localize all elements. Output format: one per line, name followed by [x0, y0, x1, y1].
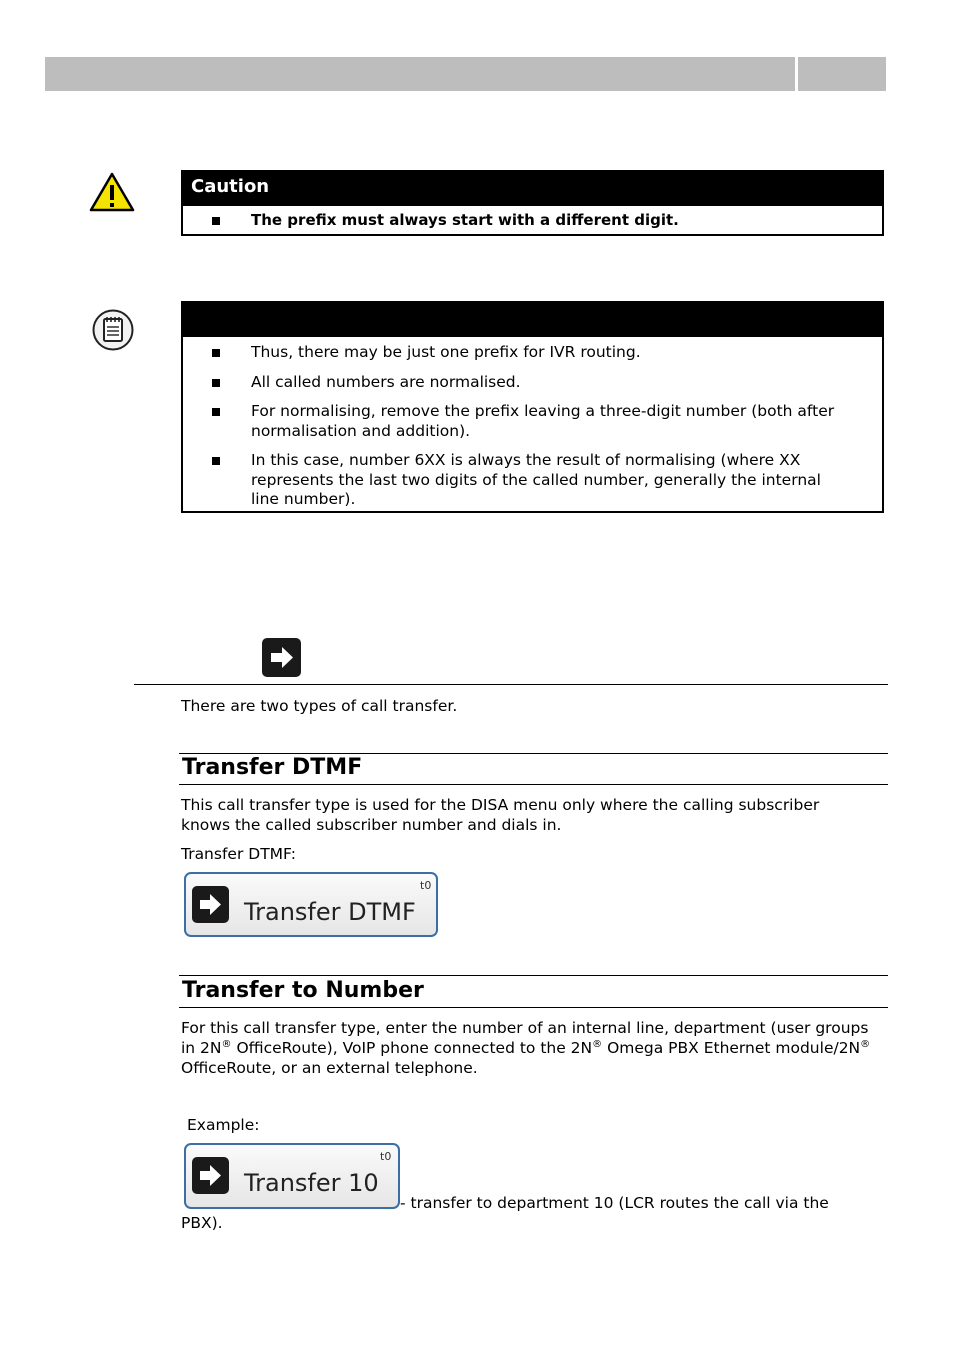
transfer-dtmf-heading: Transfer DTMF — [182, 755, 363, 780]
transfer-number-block-tag: t0 — [380, 1150, 392, 1163]
transfer-number-heading: Transfer to Number — [182, 978, 424, 1003]
caution-list — [183, 206, 882, 239]
transfer-dtmf-block-tag: t0 — [420, 879, 432, 892]
notepad-icon — [91, 308, 135, 352]
warning-triangle-icon — [89, 172, 135, 212]
heading-rule-top — [179, 975, 888, 976]
heading-rule-bottom — [179, 1007, 888, 1008]
heading-rule-top — [179, 753, 888, 754]
note-item: In this case, number 6XX is always the result of normalising (where XX represents the last two digits of the called number, generally the internal line number). — [183, 451, 882, 510]
note-item: For normalising, remove the prefix leaving a three-digit number (both after normalisation and addition). — [183, 402, 882, 441]
arrow-right-icon — [192, 886, 229, 923]
header-page-box — [798, 57, 886, 91]
registered-mark: ® — [860, 1038, 871, 1050]
transfer-number-description — [181, 1018, 881, 1078]
intro-text: There are two types of call transfer. — [181, 697, 458, 715]
example-label: Example: — [187, 1116, 260, 1134]
transfer-dtmf-description: This call transfer type is used for the DISA menu only where the calling subscriber knows the called subscriber number and dials in. — [181, 796, 820, 834]
transfer-number-example-text: - transfer to department 10 (LCR routes the call via the PBX). — [181, 1194, 829, 1232]
transfer-number-block-label: Transfer 10 — [244, 1169, 379, 1197]
registered-mark: ® — [221, 1038, 232, 1050]
section-divider — [134, 684, 888, 685]
note-title — [183, 303, 882, 337]
description-text: OfficeRoute, or an external telephone. — [181, 1059, 478, 1077]
note-box — [181, 301, 884, 513]
transfer-dtmf-block-image — [184, 872, 438, 937]
heading-rule-bottom — [179, 784, 888, 785]
description-text: OfficeRoute), VoIP phone connected to the 2N — [231, 1039, 593, 1057]
registered-mark: ® — [592, 1038, 603, 1050]
transfer-dtmf-block-label: Transfer DTMF — [244, 898, 416, 926]
transfer-dtmf-label: Transfer DTMF: — [181, 845, 296, 863]
header-bar — [45, 57, 795, 91]
arrow-right-icon — [262, 638, 302, 678]
caution-title: Caution — [183, 172, 882, 206]
note-item: Thus, there may be just one prefix for IVR routing. — [183, 343, 882, 363]
description-text: For this call transfer type, enter the number of an internal line, department (user groups in 2N — [181, 1019, 869, 1057]
note-item: All called numbers are normalised. — [183, 373, 882, 393]
description-text: Omega PBX Ethernet module/2N — [602, 1039, 861, 1057]
caution-item: The prefix must always start with a different digit. — [183, 211, 882, 231]
note-list — [183, 337, 882, 518]
arrow-right-icon — [192, 1157, 229, 1194]
caution-box — [181, 170, 884, 236]
